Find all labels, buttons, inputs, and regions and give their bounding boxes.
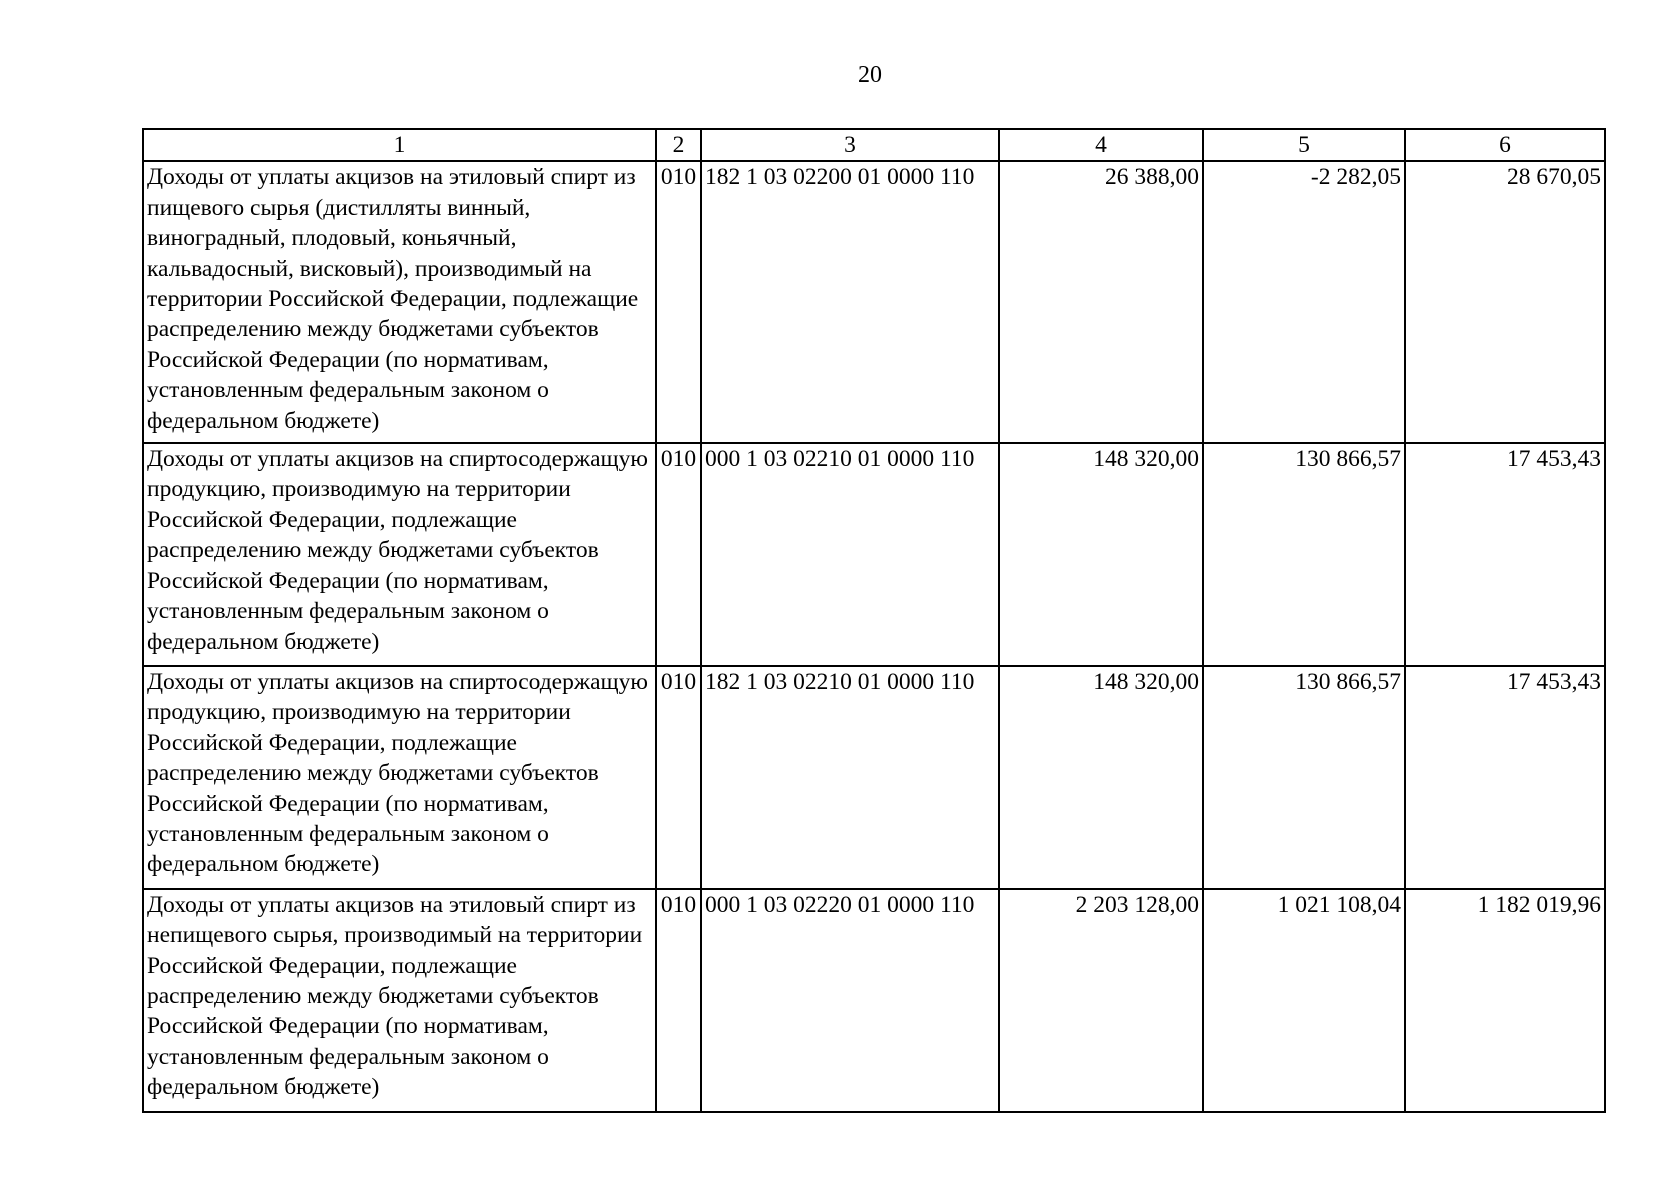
amount-cell-4: 26 388,00	[999, 161, 1203, 443]
amount-cell-4: 2 203 128,00	[999, 889, 1203, 1112]
table-row	[143, 666, 1605, 889]
column-number-1: 1	[143, 129, 656, 161]
table-row	[143, 161, 1605, 443]
budget-classification-code-cell: 000 1 03 02220 01 0000 110	[701, 889, 999, 1112]
amount-cell-4: 148 320,00	[999, 443, 1203, 666]
column-number-3: 3	[701, 129, 999, 161]
revenue-table	[142, 128, 1606, 1113]
budget-classification-code-cell: 000 1 03 02210 01 0000 110	[701, 443, 999, 666]
revenue-name-cell: Доходы от уплаты акцизов на спиртосодержащую продукцию, производимую на территории Российской Федерации, подлежащие распределению между бюджетами субъектов Российской Федерации (по нормативам, установленным федеральным законом о федеральном бюджете)	[143, 666, 656, 889]
column-number-4: 4	[999, 129, 1203, 161]
amount-cell-5: 130 866,57	[1203, 443, 1405, 666]
column-number-6: 6	[1405, 129, 1605, 161]
column-number-row	[143, 129, 1605, 161]
amount-cell-5: 130 866,57	[1203, 666, 1405, 889]
code-cell: 010	[656, 161, 701, 443]
amount-cell-5: -2 282,05	[1203, 161, 1405, 443]
amount-cell-6: 17 453,43	[1405, 666, 1605, 889]
table-row	[143, 889, 1605, 1112]
code-cell: 010	[656, 889, 701, 1112]
code-cell: 010	[656, 666, 701, 889]
amount-cell-5: 1 021 108,04	[1203, 889, 1405, 1112]
amount-cell-6: 1 182 019,96	[1405, 889, 1605, 1112]
revenue-name-cell: Доходы от уплаты акцизов на спиртосодержащую продукцию, производимую на территории Российской Федерации, подлежащие распределению между бюджетами субъектов Российской Федерации (по нормативам, установленным федеральным законом о федеральном бюджете)	[143, 443, 656, 666]
amount-cell-4: 148 320,00	[999, 666, 1203, 889]
amount-cell-6: 17 453,43	[1405, 443, 1605, 666]
table-row	[143, 443, 1605, 666]
revenue-name-cell: Доходы от уплаты акцизов на этиловый спирт из пищевого сырья (дистилляты винный, виноградный, плодовый, коньячный, кальвадосный, висковый), производимый на территории Российской Федерации, подлежащие распределению между бюджетами субъектов Российской Федерации (по нормативам, установленным федеральным законом о федеральном бюджете)	[143, 161, 656, 443]
amount-cell-6: 28 670,05	[1405, 161, 1605, 443]
column-number-2: 2	[656, 129, 701, 161]
revenue-name-cell: Доходы от уплаты акцизов на этиловый спирт из непищевого сырья, производимый на территории Российской Федерации, подлежащие распределению между бюджетами субъектов Российской Федерации (по нормативам, установленным федеральным законом о федеральном бюджете)	[143, 889, 656, 1112]
code-cell: 010	[656, 443, 701, 666]
column-number-5: 5	[1203, 129, 1405, 161]
page-number: 20	[858, 62, 882, 88]
budget-classification-code-cell: 182 1 03 02210 01 0000 110	[701, 666, 999, 889]
budget-classification-code-cell: 182 1 03 02200 01 0000 110	[701, 161, 999, 443]
